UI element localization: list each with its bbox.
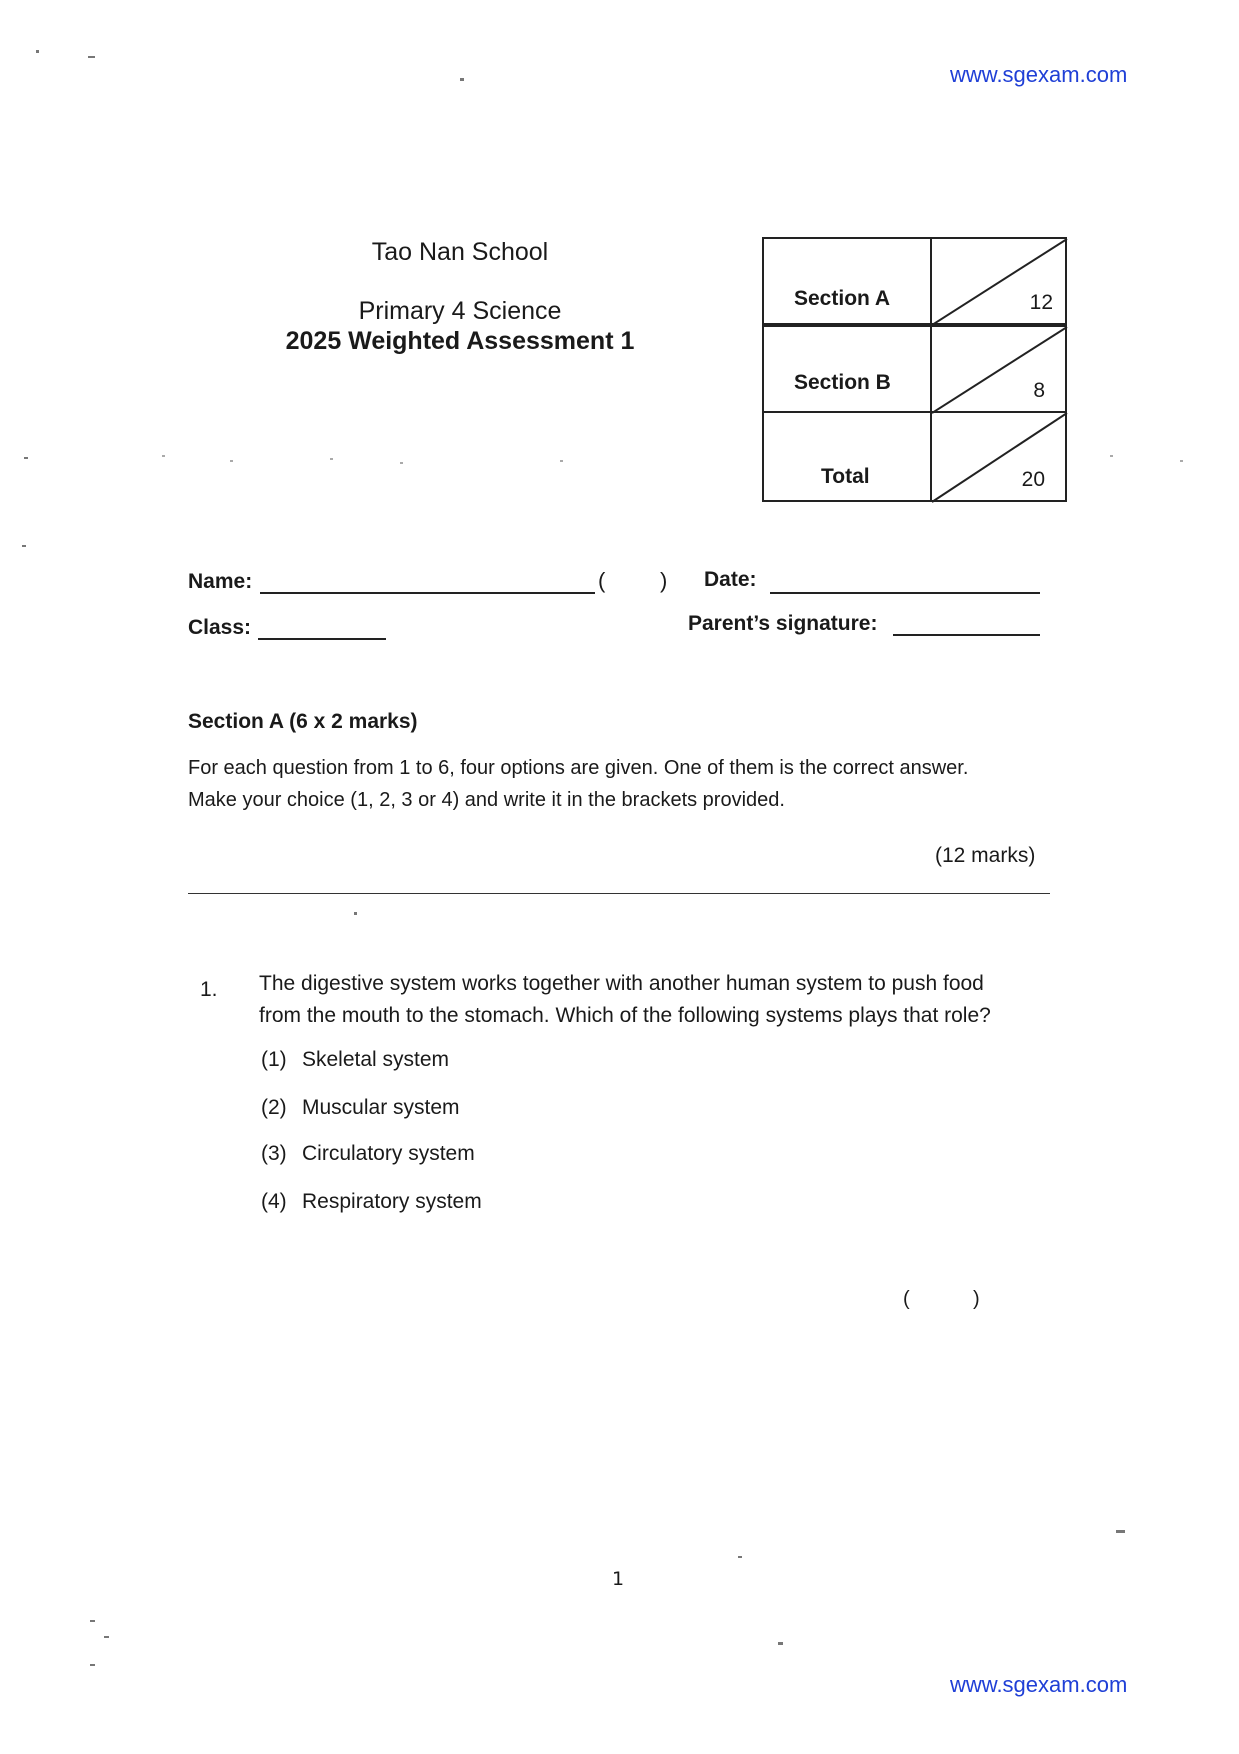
parent-signature-field[interactable] xyxy=(893,634,1040,636)
question-text: The digestive system works together with another human system to push food xyxy=(259,972,984,995)
answer-bracket-close: ) xyxy=(973,1288,980,1310)
section-a-instruction: For each question from 1 to 6, four options are given. One of them is the correct answer. xyxy=(188,757,969,779)
score-label: Section A xyxy=(762,237,932,325)
answer-bracket-open: ( xyxy=(903,1288,910,1310)
class-label: Class: xyxy=(188,616,252,639)
option-text: Skeletal system xyxy=(302,1048,450,1071)
score-row-section-b xyxy=(762,325,1067,413)
watermark-bottom: www.sgexam.com xyxy=(950,1672,1128,1697)
school-name: Tao Nan School xyxy=(371,238,549,266)
score-value: 8 xyxy=(1033,379,1045,402)
option-number: (1) xyxy=(261,1048,287,1071)
question-number: 1. xyxy=(200,978,218,1001)
name-field[interactable] xyxy=(260,592,595,594)
score-value: 20 xyxy=(1021,468,1045,491)
date-label: Date: xyxy=(704,568,757,591)
register-bracket-close: ) xyxy=(660,568,668,593)
option-text: Respiratory system xyxy=(302,1190,482,1213)
section-a-heading: Section A (6 x 2 marks) xyxy=(188,710,418,733)
option-number: (2) xyxy=(261,1096,287,1119)
question-text: from the mouth to the stomach. Which of the following systems plays that role? xyxy=(259,1004,991,1027)
section-divider xyxy=(188,893,1050,894)
score-row-total xyxy=(762,411,1067,502)
page-number: 1 xyxy=(612,1568,625,1590)
section-a-marks: (12 marks) xyxy=(935,844,1036,867)
name-label: Name: xyxy=(188,570,253,593)
score-box xyxy=(930,411,1067,502)
score-table xyxy=(762,237,1067,502)
score-box xyxy=(930,237,1067,325)
subject-title: Primary 4 Science xyxy=(358,297,562,325)
register-bracket-open: ( xyxy=(598,568,606,593)
option-text: Muscular system xyxy=(302,1096,460,1119)
score-label: Total xyxy=(762,411,932,502)
class-field[interactable] xyxy=(258,638,386,640)
diagonal-slash xyxy=(932,327,1069,415)
score-value: 12 xyxy=(1029,291,1053,314)
watermark-top: www.sgexam.com xyxy=(950,62,1128,87)
date-field[interactable] xyxy=(770,592,1040,594)
diagonal-slash xyxy=(932,413,1069,504)
option-number: (4) xyxy=(261,1190,287,1213)
score-box xyxy=(930,325,1067,413)
parent-signature-label: Parent’s signature: xyxy=(688,612,878,635)
score-label: Section B xyxy=(762,325,932,413)
option-text: Circulatory system xyxy=(302,1142,475,1165)
option-number: (3) xyxy=(261,1142,287,1165)
score-row-section-a xyxy=(762,237,1067,325)
assessment-title: 2025 Weighted Assessment 1 xyxy=(285,327,635,355)
section-a-instruction: Make your choice (1, 2, 3 or 4) and write it in the brackets provided. xyxy=(188,789,785,811)
